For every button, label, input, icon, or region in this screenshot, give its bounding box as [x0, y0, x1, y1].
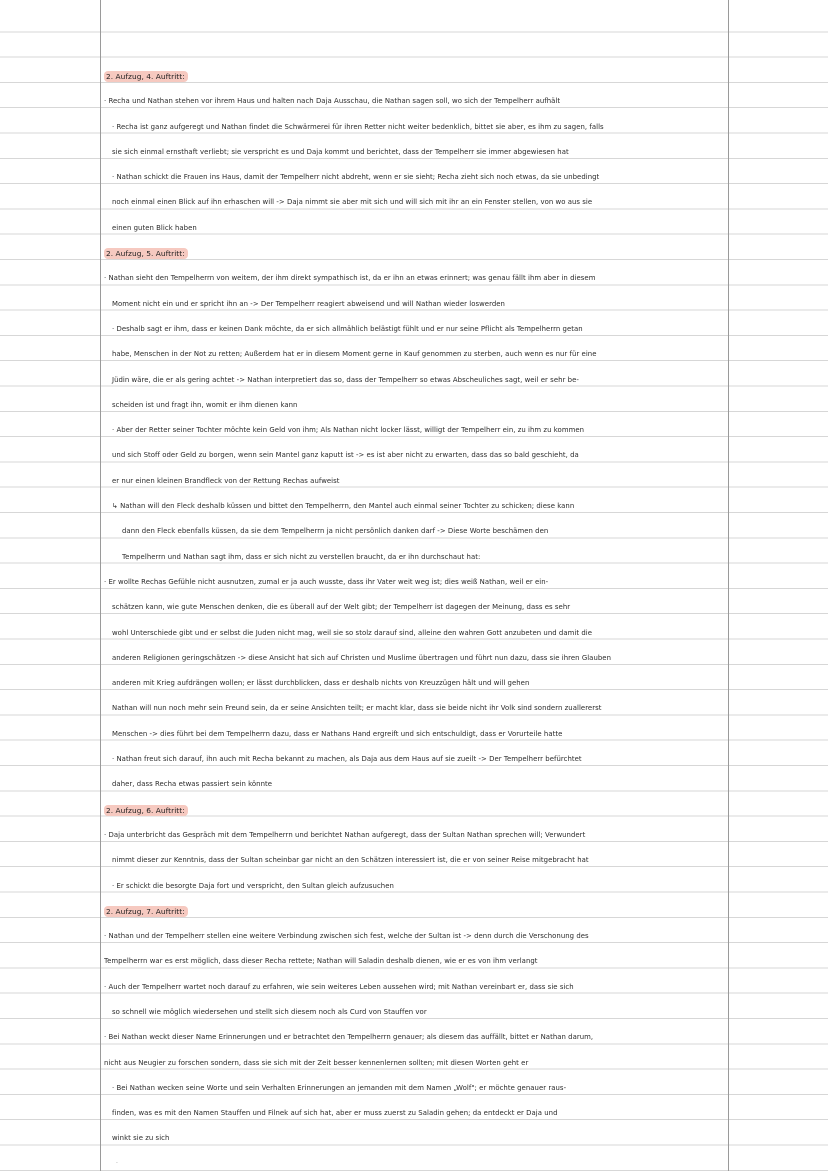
section-heading-label: 2. Aufzug, 5. Auftritt: — [104, 248, 188, 259]
note-line: Nathan will nun noch mehr sein Freund sein, da er seine Ansichten teilt; er macht klar, dass sie beide nicht ihr Volk sind sondern zuallererst — [112, 704, 602, 713]
note-line: einen guten Blick haben — [112, 223, 197, 232]
note-line: Menschen -> dies führt bei dem Tempelherrn dazu, dass er Nathans Hand ergreift und sich entschuldigt, dass er Vorurteile hatte — [112, 729, 563, 738]
note-line: schätzen kann, wie gute Menschen denken, die es überall auf der Welt gibt; der Tempelherr ist dagegen der Meinung, dass es sehr — [112, 603, 571, 612]
note-line: · Auch der Tempelherr wartet noch darauf zu erfahren, wie sein weiteres Leben aussehen wird; mit Nathan vereinbart er, dass sie sich — [104, 982, 574, 991]
section-heading — [104, 899, 726, 924]
note-line: habe, Menschen in der Not zu retten; Außerdem hat er in diesem Moment gerne in Kauf genommen zu sterben, auch wenn es nur für eine — [112, 350, 597, 359]
note-line: · Nathan schickt die Frauen ins Haus, damit der Tempelherr nicht abdreht, wenn er sie sieht; Recha zieht sich noch etwas, da sie unbedingt — [112, 173, 600, 182]
note-line: dann den Fleck ebenfalls küssen, da sie dem Tempelherrn ja nicht persönlich danken darf -> Diese Worte beschämen den — [122, 527, 549, 536]
section-heading — [104, 64, 726, 89]
note-line: Tempelherrn war es erst möglich, dass dieser Recha rettete; Nathan will Saladin deshalb dienen, wie er es von ihm verlangt — [104, 957, 538, 966]
note-line: · Bei Nathan weckt dieser Name Erinnerungen und er betrachtet den Tempelherrn genauer; als diesem das auffällt, bittet er Nathan darum, — [104, 1033, 594, 1042]
note-line: · Er wollte Rechas Gefühle nicht ausnutzen, zumal er ja auch wusste, dass ihr Vater weit weg ist; dies weiß Nathan, weil er ein- — [104, 577, 549, 586]
note-line: noch einmal einen Blick auf ihn erhaschen will -> Daja nimmt sie aber mit sich und will sich mit ihr an ein Fenster stellen, von wo aus sie — [112, 198, 593, 207]
note-line: sie sich einmal ernsthaft verliebt; sie verspricht es und Daja kommt und berichtet, dass der Tempelherr sie immer abgewiesen hat — [112, 147, 569, 156]
note-line: · Er schickt die besorgte Daja fort und verspricht, den Sultan gleich aufzusuchen — [112, 881, 394, 890]
note-line: winkt sie zu sich — [112, 1134, 170, 1143]
section-heading — [104, 798, 726, 823]
note-line: anderen Religionen geringschätzen -> diese Ansicht hat sich auf Christen und Muslime übertragen und führt nun dazu, dass sie ihren Glauben — [112, 653, 611, 662]
page-mark: · — [116, 1160, 118, 1167]
note-line: Tempelherrn und Nathan sagt ihm, dass er sich nicht zu verstellen braucht, da er ihn durchschaut hat: — [122, 552, 481, 561]
notes-content — [104, 64, 726, 1152]
note-line: · Nathan sieht den Tempelherrn von weitem, der ihm direkt sympathisch ist, da er ihn an etwas erinnert; was genau fällt ihm aber in diesem — [104, 274, 596, 283]
section-heading-label: 2. Aufzug, 4. Auftritt: — [104, 71, 188, 82]
note-line: nimmt dieser zur Kenntnis, dass der Sultan scheinbar gar nicht an den Schätzen interessiert ist, die er von seiner Reise mitgebracht hat — [112, 856, 589, 865]
note-line: · Recha und Nathan stehen vor ihrem Haus und halten nach Daja Ausschau, die Nathan sagen soll, wo sich der Tempelherr aufhält — [104, 97, 561, 106]
note-line: · Daja unterbricht das Gespräch mit dem Tempelherrn und berichtet Nathan aufgeregt, dass der Sultan Nathan sprechen will; Verwundert — [104, 830, 586, 839]
note-line: · Deshalb sagt er ihm, dass er keinen Dank möchte, da er sich allmählich belästigt fühlt und er nur seine Pflicht als Tempelherrn getan — [112, 324, 583, 333]
note-line: · Nathan freut sich darauf, ihn auch mit Recha bekannt zu machen, als Daja aus dem Haus auf sie zueilt -> Der Tempelherr befürchtet — [112, 755, 582, 764]
note-line: nicht aus Neugier zu forschen sondern, dass sie sich mit der Zeit besser kennenlernen sollten; mit diesen Worten geht er — [104, 1058, 529, 1067]
left-margin-line — [100, 0, 101, 1171]
note-line: anderen mit Krieg aufdrängen wollen; er lässt durchblicken, dass er deshalb nichts von Kreuzzügen hält und will gehen — [112, 679, 530, 688]
note-line: scheiden ist und fragt ihn, womit er ihm dienen kann — [112, 400, 298, 409]
section-heading-label: 2. Aufzug, 6. Auftritt: — [104, 805, 188, 816]
note-line: Jüdin wäre, die er als gering achtet -> Nathan interpretiert das so, dass der Tempelherr so etwas Abscheuliches sagt, weil er sehr be- — [112, 375, 579, 384]
right-margin-line — [728, 0, 729, 1171]
note-line: so schnell wie möglich wiedersehen und stellt sich diesem noch als Curd von Stauffen vor — [112, 1007, 427, 1016]
note-line: wohl Unterschiede gibt und er selbst die Juden nicht mag, weil sie so stolz darauf sind, alleine den wahren Gott anzubeten und damit die — [112, 628, 593, 637]
note-line: und sich Stoff oder Geld zu borgen, wenn sein Mantel ganz kaputt ist -> es ist aber nicht zu erwarten, dass das so bald geschieht, da — [112, 451, 579, 460]
note-line: ↳ Nathan will den Fleck deshalb küssen und bittet den Tempelherrn, den Mantel auch einmal seiner Tochter zu schicken; diese kann — [112, 502, 575, 511]
note-line: er nur einen kleinen Brandfleck von der Rettung Rechas aufweist — [112, 476, 340, 485]
note-line: finden, was es mit den Namen Stauffen und Filnek auf sich hat, aber er muss zuerst zu Saladin gehen; da entdeckt er Daja und — [112, 1109, 558, 1118]
note-line: · Recha ist ganz aufgeregt und Nathan findet die Schwärmerei für ihren Retter nicht weiter bedenklich, bittet sie aber, es ihm zu sagen, falls — [112, 122, 604, 131]
note-line: · Nathan und der Tempelherr stellen eine weitere Verbindung zwischen sich fest, welche der Sultan ist -> denn durch die Verschonung des — [104, 932, 589, 941]
note-line: daher, dass Recha etwas passiert sein könnte — [112, 780, 273, 789]
section-heading — [104, 241, 726, 266]
note-line: · Bei Nathan wecken seine Worte und sein Verhalten Erinnerungen an jemanden mit dem Namen „Wolf"; er möchte genauer raus- — [112, 1083, 567, 1092]
section-heading-label: 2. Aufzug, 7. Auftritt: — [104, 906, 188, 917]
note-line: · Aber der Retter seiner Tochter möchte kein Geld von ihm; Als Nathan nicht locker lässt, willigt der Tempelherr ein, zu ihm zu kommen — [112, 426, 585, 435]
note-line: Moment nicht ein und er spricht ihn an -> Der Tempelherr reagiert abweisend und will Nathan wieder loswerden — [112, 299, 505, 308]
